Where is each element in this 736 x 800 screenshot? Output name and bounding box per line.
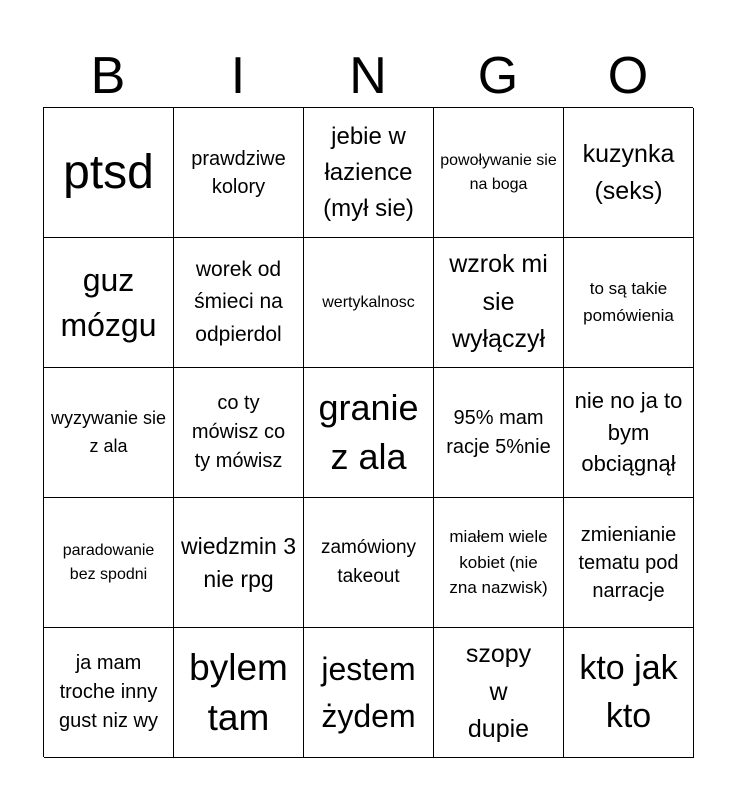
cell-text: wyzywanie sie z ala <box>50 407 167 456</box>
cell-text: worek od śmieci na odpierdol <box>194 257 283 346</box>
header-letter-b: B <box>90 47 126 105</box>
bingo-board <box>43 107 693 757</box>
cell-text: 95% mam racje 5%nie <box>446 406 551 458</box>
bingo-cell[interactable] <box>564 368 694 498</box>
cell-text: kuzynka (seks) <box>582 140 675 205</box>
bingo-header <box>43 44 693 108</box>
cell-text: wertykalnosc <box>322 293 415 311</box>
cell-text: zamówiony takeout <box>320 537 417 587</box>
cell-text: paradowanie bez spodni <box>62 541 155 583</box>
bingo-cell[interactable] <box>174 238 304 368</box>
cell-text: kto jak kto <box>579 648 678 735</box>
bingo-cell[interactable] <box>304 498 434 628</box>
bingo-cell[interactable] <box>564 498 694 628</box>
cell-text: wiedzmin 3 nie rpg <box>180 533 297 592</box>
cell-text: ptsd <box>63 145 154 199</box>
bingo-cell[interactable] <box>304 238 434 368</box>
cell-text: guz mózgu <box>60 261 157 343</box>
cell-text: bylem tam <box>189 646 288 738</box>
bingo-cell[interactable] <box>564 238 694 368</box>
cell-text: co ty mówisz co ty mówisz <box>191 392 286 472</box>
cell-text: zmienianie tematu pod narracje <box>578 523 679 602</box>
bingo-cell[interactable] <box>174 368 304 498</box>
cell-text: jestem żydem <box>321 651 416 734</box>
cell-text: powoływanie sie na boga <box>440 151 557 193</box>
cell-text: nie no ja to bym obciągnął <box>574 387 683 477</box>
bingo-cell[interactable] <box>434 368 564 498</box>
bingo-cell[interactable] <box>304 368 434 498</box>
cell-text: szopy w dupie <box>465 640 532 744</box>
bingo-cell[interactable] <box>174 498 304 628</box>
cell-text: wzrok mi sie wyłączył <box>449 250 548 354</box>
bingo-cell[interactable] <box>434 108 564 238</box>
bingo-cell[interactable] <box>564 628 694 758</box>
cell-text: ja mam troche inny gust niz wy <box>59 652 158 732</box>
cell-text: jebie w łazience (mył sie) <box>323 122 414 222</box>
cell-text: granie z ala <box>318 386 419 477</box>
cell-text: to są takie pomówienia <box>583 279 674 325</box>
bingo-cell[interactable] <box>44 498 174 628</box>
bingo-cell[interactable] <box>434 498 564 628</box>
header-letter-o: O <box>607 47 649 105</box>
header-letter-i: I <box>230 47 246 105</box>
bingo-cell[interactable] <box>174 108 304 238</box>
bingo-cell[interactable] <box>304 628 434 758</box>
bingo-cell[interactable] <box>304 108 434 238</box>
cell-text: prawdziwe kolory <box>191 147 286 198</box>
bingo-cell[interactable] <box>564 108 694 238</box>
cell-text: miałem wiele kobiet (nie zna nazwisk) <box>449 527 548 598</box>
bingo-cell[interactable] <box>44 368 174 498</box>
header-letter-g: G <box>477 47 519 105</box>
bingo-cell[interactable] <box>174 628 304 758</box>
bingo-cell[interactable] <box>44 628 174 758</box>
bingo-cell[interactable] <box>434 628 564 758</box>
bingo-cell[interactable] <box>434 238 564 368</box>
header-letter-n: N <box>349 47 387 105</box>
bingo-cell[interactable] <box>44 108 174 238</box>
bingo-cell[interactable] <box>44 238 174 368</box>
